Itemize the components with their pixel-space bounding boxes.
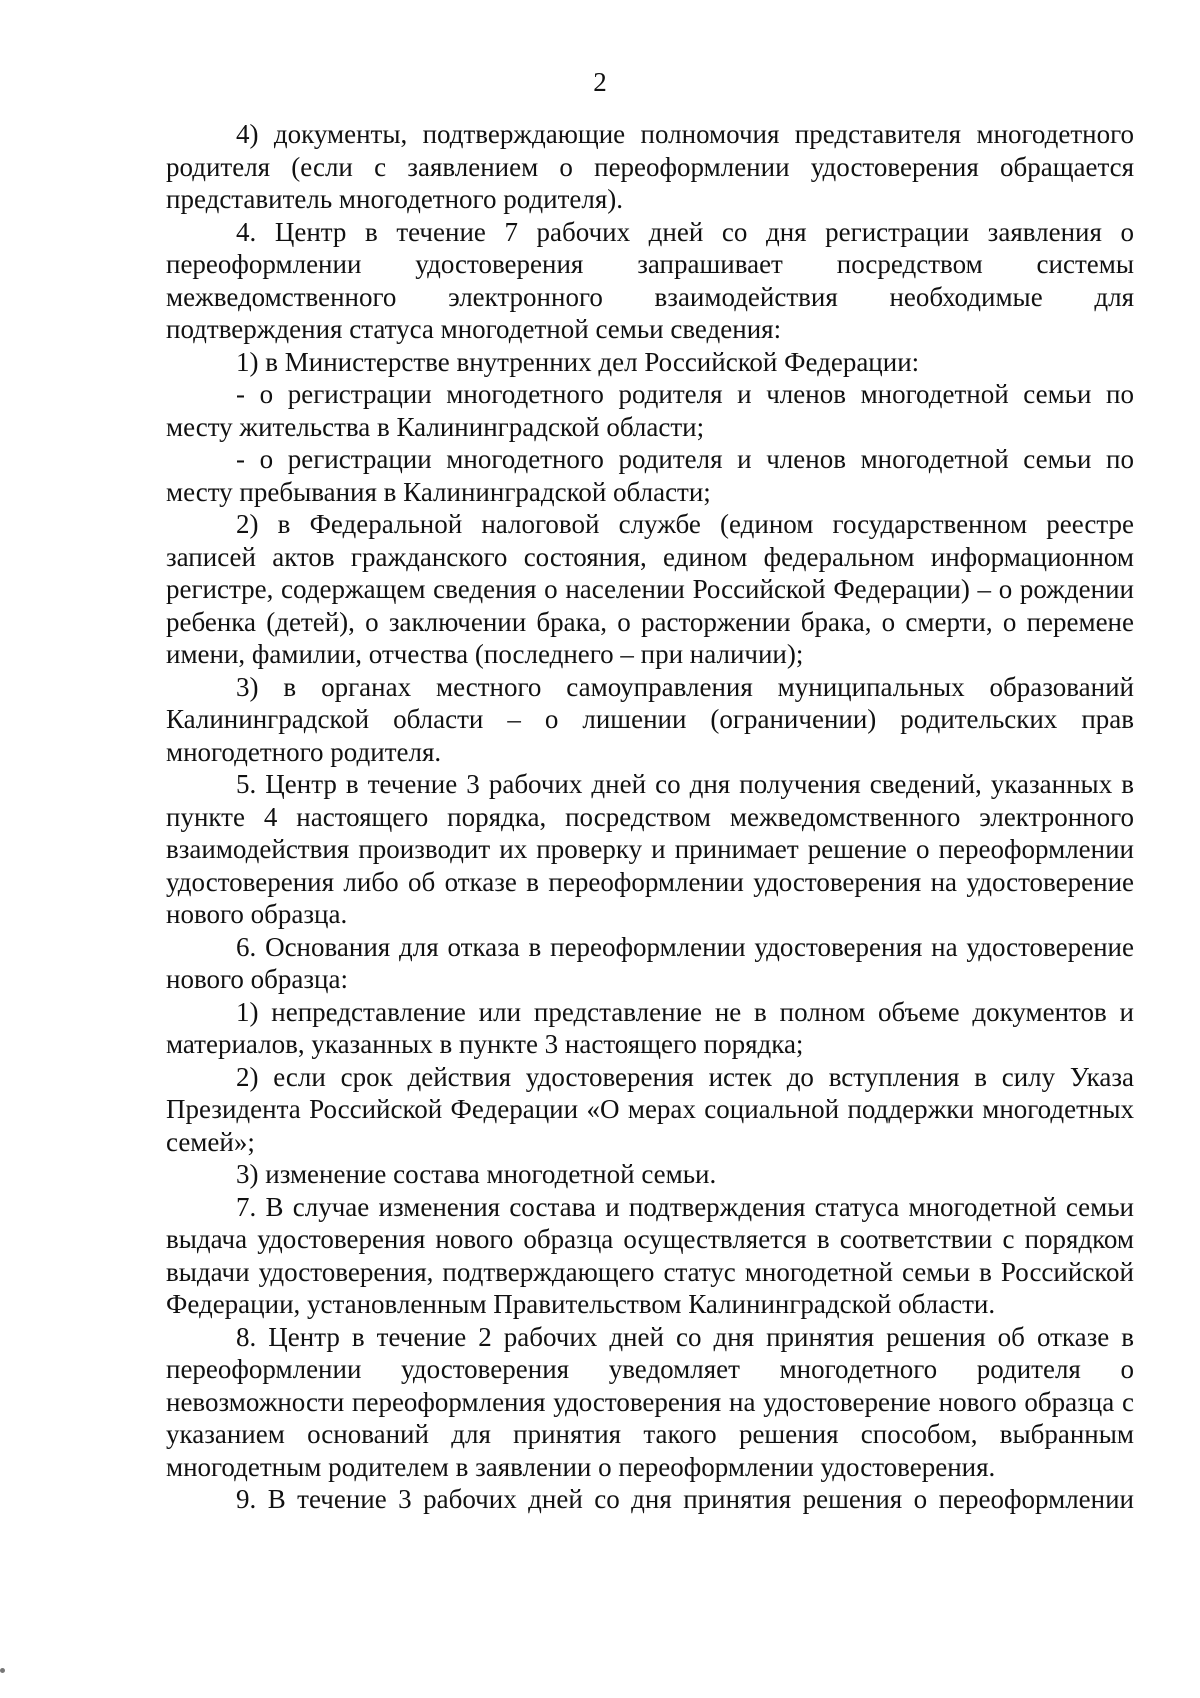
paragraph: 9. В течение 3 рабочих дней со дня принятия решения о переоформлении xyxy=(236,1484,1134,1514)
paragraph: 7. В случае изменения состава и подтверждения статуса многодетной семьи выдача удостоверения нового образца осуществляется в соответствии с порядком выдачи удостоверения, подтверждающего статус многодетной семьи в Российской Федерации, установленным Правительством Калининградской области. xyxy=(166,1191,1134,1319)
paragraph: 3) изменение состава многодетной семьи. xyxy=(236,1159,717,1189)
paragraph: 2) в Федеральной налоговой службе (едином государственном реестре записей актов гражданского состояния, едином федеральном информационном регистре, содержащем сведения о населении Российской Федерации) – о рождении ребенка (детей), о заключении брака, о расторжении брака, о смерти, о перемене имени, фамилии, отчества (последнего – при наличии); xyxy=(166,509,1134,669)
paragraph: 3) в органах местного самоуправления муниципальных образований Калининградской области – о лишении (ограничении) родительских прав многодетного родителя. xyxy=(166,671,1134,767)
paragraph: - о регистрации многодетного родителя и членов многодетной семьи по месту жительства в Калининградской области; xyxy=(166,379,1134,442)
paragraph: 6. Основания для отказа в переоформлении удостоверения на удостоверение нового образца: xyxy=(166,931,1134,994)
paragraph: 5. Центр в течение 3 рабочих дней со дня получения сведений, указанных в пункте 4 настоящего порядка, посредством межведомственного электронного взаимодействия производит их проверку и принимает решение о переоформлении удостоверения либо об отказе в переоформлении удостоверения на удостоверение нового образца. xyxy=(166,769,1134,929)
page-number: 2 xyxy=(593,67,607,97)
document-body xyxy=(166,118,1134,1516)
paragraph: 2) если срок действия удостоверения истек до вступления в силу Указа Президента Российской Федерации «О мерах социальной поддержки многодетных семей»; xyxy=(166,1061,1134,1157)
paragraph: 1) непредставление или представление не в полном объеме документов и материалов, указанных в пункте 3 настоящего порядка; xyxy=(166,996,1134,1059)
paragraph: 1) в Министерстве внутренних дел Российской Федерации: xyxy=(236,346,920,377)
paragraph: 4. Центр в течение 7 рабочих дней со дня регистрации заявления о переоформлении удостоверения запрашивает посредством системы межведомственного электронного взаимодействия необходимые для подтверждения статуса многодетной семьи сведения: xyxy=(166,216,1134,344)
scan-mark xyxy=(0,1668,5,1673)
paragraph: - о регистрации многодетного родителя и членов многодетной семьи по месту пребывания в Калининградской области; xyxy=(166,444,1134,507)
paragraph: 8. Центр в течение 2 рабочих дней со дня принятия решения об отказе в переоформлении удостоверения уведомляет многодетного родителя о невозможности переоформления удостоверения на удостоверение нового образца с указанием оснований для принятия такого решения способом, выбранным многодетным родителем в заявлении о переоформлении удостоверения. xyxy=(166,1321,1134,1482)
paragraph: 4) документы, подтверждающие полномочия представителя многодетного родителя (если с заявлением о переоформлении удостоверения обращается представитель многодетного родителя). xyxy=(166,119,1134,214)
